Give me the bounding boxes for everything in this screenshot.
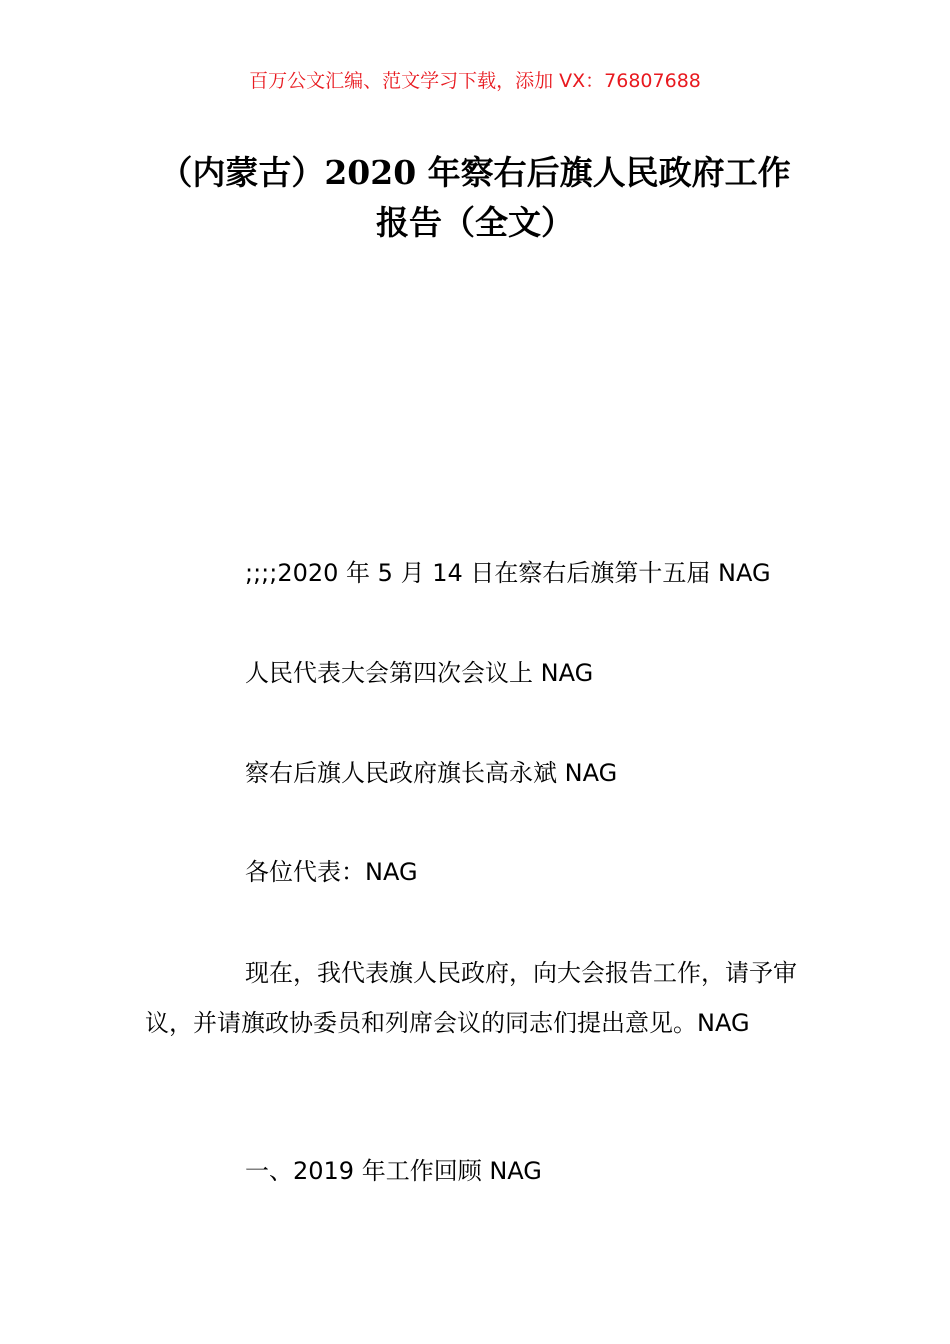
intro-paragraph: 现在，我代表旗人民政府，向大会报告工作，请予审议，并请旗政协委员和列席会议的同志们提出意见。NAG bbox=[145, 959, 797, 1037]
document-title-line-2: 报告（全文） bbox=[376, 203, 574, 242]
document-title-line-1: （内蒙古）2020 年察右后旗人民政府工作 bbox=[159, 153, 791, 192]
header-watermark-note: 百万公文汇编、范文学习下载，添加 VX：76807688 bbox=[249, 70, 701, 92]
greeting-line: 各位代表：NAG bbox=[245, 858, 418, 886]
document-title bbox=[0, 148, 950, 248]
section-heading: 一、2019 年工作回顾 NAG bbox=[245, 1157, 542, 1185]
date-line: ;;;;2020 年 5 月 14 日在察右后旗第十五届 NAG bbox=[245, 559, 771, 587]
meeting-line: 人民代表大会第四次会议上 NAG bbox=[245, 659, 594, 687]
speaker-line: 察右后旗人民政府旗长高永斌 NAG bbox=[245, 759, 618, 787]
